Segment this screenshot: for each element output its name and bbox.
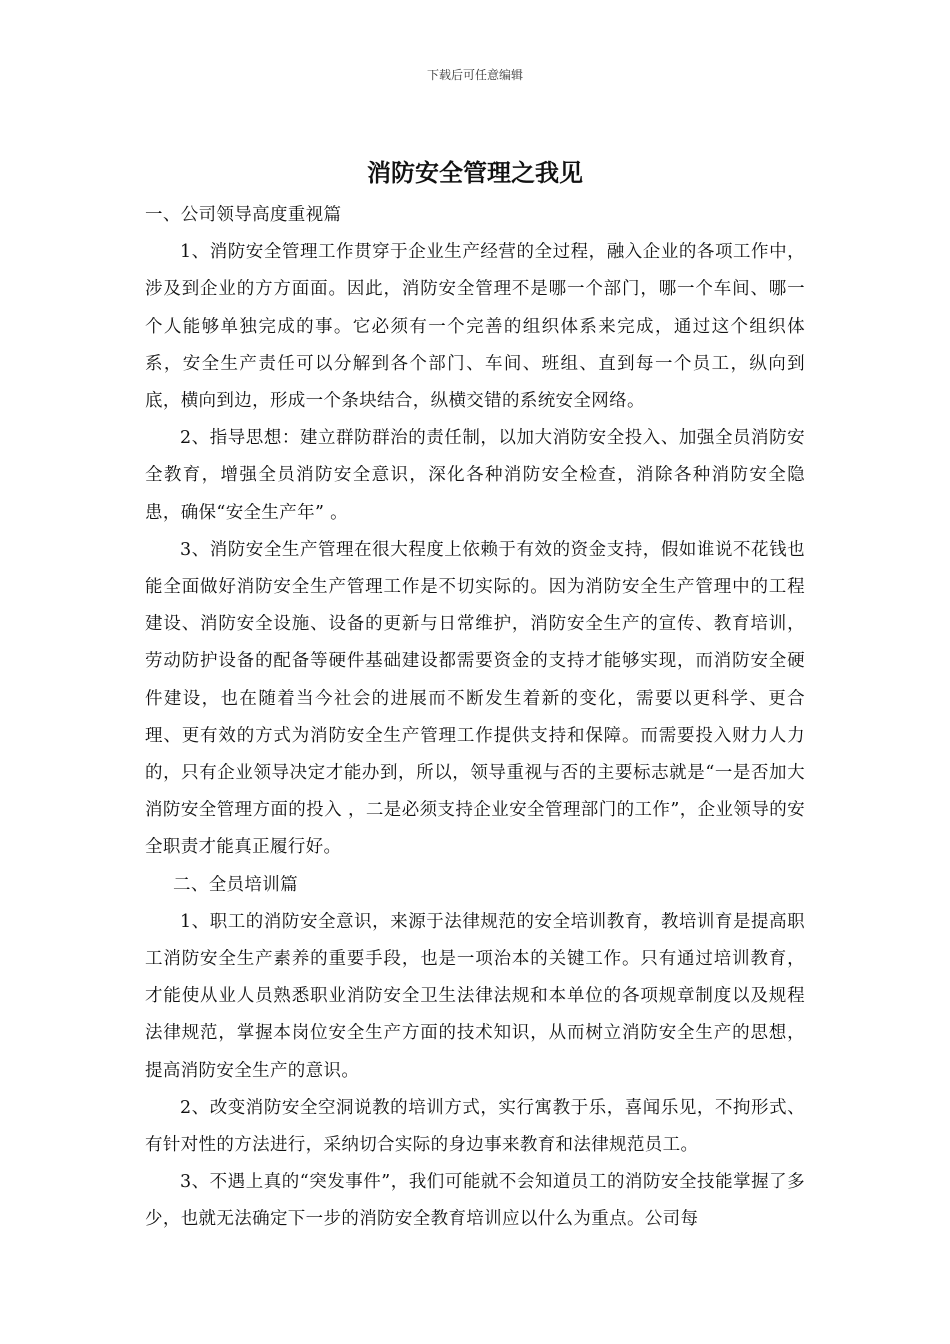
section-heading-2: 二、全员培训篇 xyxy=(173,874,298,895)
paragraph-2-3: 3、不遇上真的“突发事件”，我们可能就不会知道员工的消防安全技能掌握了多少，也就无法确定下一步的消防安全教育培训应以什么为重点。公司每 xyxy=(145,1172,805,1230)
paragraph-1-3: 3、消防安全生产管理在很大程度上依赖于有效的资金支持，假如谁说不花钱也能全面做好消防安全生产管理工作是不切实际的。因为消防安全生产管理中的工程建设、消防安全设施、设备的更新与日常维护，消防安全生产的宣传、教育培训，劳动防护设备的配备等硬件基础建设都需要资金的支持才能够实现，而消防安全硬件建设，也在随着当今社会的进展而不断发生着新的变化，需要以更科学、更合理、更有效的方式为消防安全生产管理工作提供支持和保障。而需要投入财力人力的，只有企业领导决定才能办到，所以，领导重视与否的主要标志就是“一是否加大消防安全管理方面的投入 ，二是必须支持企业安全管理部门的工作”，企业领导的安全职责才能真正履行好。 xyxy=(145,539,805,858)
section-heading-1: 一、公司领导高度重视篇 xyxy=(145,205,342,225)
document-body xyxy=(145,197,805,1239)
paragraph-2-1: 1、职工的消防安全意识，来源于法律规范的安全培训教育，教培训育是提高职工消防安全生产素养的重要手段，也是一项治本的关键工作。只有通过培训教育，才能使从业人员熟悉职业消防安全卫生法律法规和本单位的各项规章制度以及规程法律规范，掌握本岗位安全生产方面的技术知识，从而树立消防安全生产的思想，提高消防安全生产的意识。 xyxy=(145,911,805,1081)
document-title: 消防安全管理之我见 xyxy=(367,159,583,187)
paragraph-1-2: 2、指导思想：建立群防群治的责任制，以加大消防安全投入、加强全员消防安全教育，增强全员消防安全意识，深化各种消防安全检查，消除各种消防安全隐患，确保“安全生产年” 。 xyxy=(145,428,805,523)
paragraph-2-2: 2、改变消防安全空洞说教的培训方式，实行寓教于乐，喜闻乐见，不拘形式、有针对性的方法进行，采纳切合实际的身边事来教育和法律规范员工。 xyxy=(145,1097,805,1156)
paragraph-1-1: 1、消防安全管理工作贯穿于企业生产经营的全过程，融入企业的各项工作中，涉及到企业的方方面面。因此，消防安全管理不是哪一个部门，哪一个车间、哪一个人能够单独完成的事。它必须有一个完善的组织体系来完成，通过这个组织体系，安全生产责任可以分解到各个部门、车间、班组、直到每一个员工，纵向到底，横向到边，形成一个条块结合，纵横交错的系统安全网络。 xyxy=(145,242,805,412)
header-note: 下载后可任意编辑 xyxy=(426,68,523,82)
